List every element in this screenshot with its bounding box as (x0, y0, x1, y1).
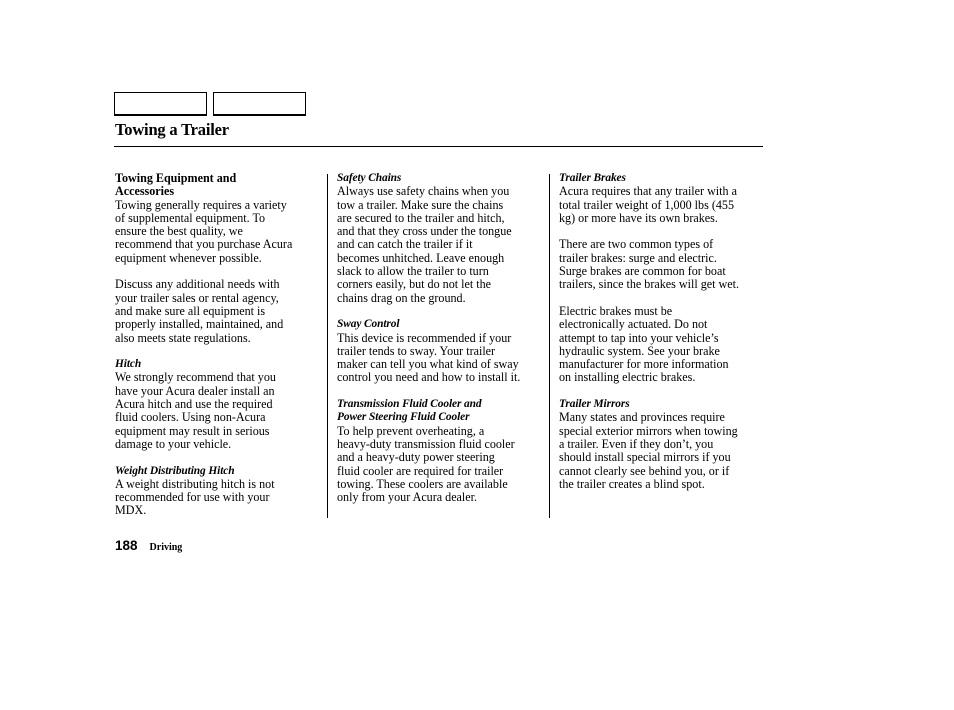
section (337, 398, 547, 504)
body-paragraph: To help prevent overheating, a heavy-duty transmission fluid cooler and a heavy-duty power steering fluid cooler are required for trailer towing. These coolers are available only from your Acura dealer. (337, 423, 515, 505)
body-paragraph: Always use safety chains when you tow a trailer. Make sure the chains are secured to the trailer and hitch, and that they cross under the tongue and can catch the trailer if it becomes unhitched. Leave enough slack to allow the trailer to turn corners easily, but do not let the chains drag on the ground. (337, 184, 512, 305)
section-heading: Weight Distributing Hitch (115, 464, 235, 477)
page-footer (115, 537, 182, 555)
body-paragraph: We strongly recommend that you have your Acura dealer install an Acura hitch and use the required fluid coolers. Using non-Acura equipment may result in serious damage to your vehicle. (115, 370, 276, 451)
body-paragraph: Towing generally requires a variety of supplemental equipment. To ensure the best quality, we recommend that you purchase Acura equipment whenever possible. (115, 197, 293, 265)
body-paragraph: Acura requires that any trailer with a total trailer weight of 1,000 lbs (455 kg) or more have its own brakes. (559, 184, 737, 225)
body-paragraph: A weight distributing hitch is not recommended for use with your MDX. (115, 476, 275, 518)
body-paragraph: This device is recommended if your trailer tends to sway. Your trailer maker can tell you what kind of sway control you need and how to install it. (337, 330, 521, 385)
text-column-2 (337, 172, 547, 518)
section (337, 318, 547, 384)
column-divider (327, 174, 328, 518)
section-heading: Trailer Brakes (559, 172, 626, 184)
section (337, 172, 547, 305)
section (115, 465, 325, 518)
section-heading: Trailer Mirrors (559, 398, 630, 411)
body-paragraph: Discuss any additional needs with your trailer sales or rental agency, and make sure all equipment is properly installed, maintained, and also meets state regulations. (115, 277, 284, 345)
page-number: 188 (115, 538, 138, 553)
title-divider (114, 146, 763, 147)
section-heading: Sway Control (337, 318, 400, 331)
section-name: Driving (149, 542, 183, 553)
section (115, 358, 325, 451)
section (115, 172, 325, 345)
page-title: Towing a Trailer (115, 120, 229, 139)
text-column-1 (115, 172, 325, 531)
section-heading: Hitch (115, 358, 142, 371)
section-heading: Safety Chains (337, 172, 402, 184)
section-heading: Transmission Fluid Cooler and Power Steering Fluid Cooler (337, 398, 482, 424)
section-heading: Towing Equipment and Accessories (115, 171, 237, 199)
body-paragraph: There are two common types of trailer brakes: surge and electric. Surge brakes are common for boat trailers, since the brakes will get wet. (559, 237, 740, 292)
nav-tab-index[interactable] (213, 92, 306, 116)
column-divider (549, 174, 550, 518)
section (559, 398, 769, 491)
nav-tab-contents[interactable] (114, 92, 207, 116)
text-column-3 (559, 172, 769, 504)
section (559, 172, 769, 385)
body-paragraph: Many states and provinces require special exterior mirrors when towing a trailer. Even if they don’t, you should install special mirrors if you cannot clearly see behind you, or if the trailer creates a blind spot. (559, 410, 738, 491)
body-paragraph: Electric brakes must be electronically actuated. Do not attempt to tap into your vehicle’s hydraulic system. See your brake manufacturer for more information on installing electric brakes. (559, 303, 729, 385)
